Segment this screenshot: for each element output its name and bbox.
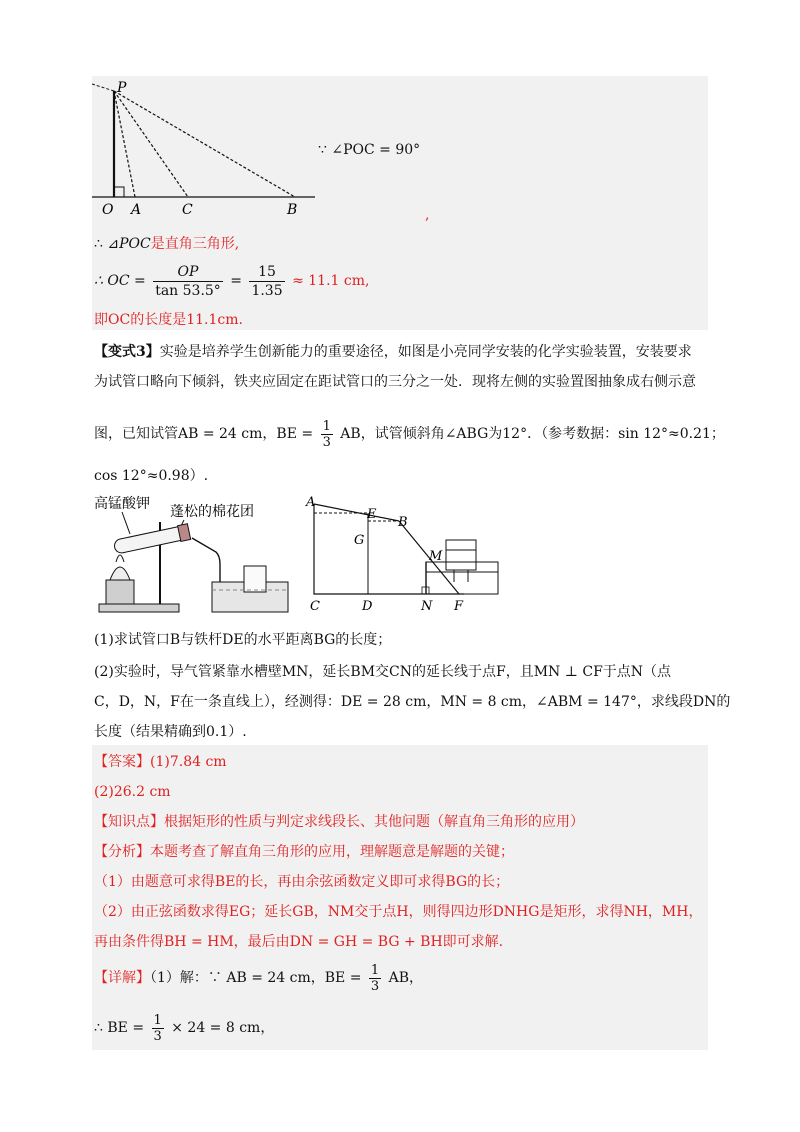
variant-line-3: 图，已知试管AB = 24 cm，BE = $\frac{1}{3}$ AB，试管倾斜角∠ABG为12°．（参考数据：sin 12°≈0.21； — [94, 418, 725, 450]
schematic-diagram — [304, 494, 514, 616]
question-2-line-3: 长度（结果精确到0.1）. — [94, 724, 247, 740]
sch-label-A: A — [306, 495, 316, 510]
sch-label-D: D — [362, 599, 373, 614]
question-1: (1)求试管口B与铁杆DE的水平距离BG的长度； — [94, 632, 392, 648]
sch-label-B: B — [398, 515, 408, 530]
detail-line-2: ∴ BE = $\frac{1}{3}$ × 24 = 8 cm， — [94, 1012, 275, 1044]
label-C: C — [182, 202, 193, 218]
label-A: A — [131, 202, 142, 218]
variant-line-2: 为试管口略向下倾斜，铁夹应固定在距试管口的三分之一处．现将左侧的实验置图抽象成右侧示意 — [94, 374, 696, 390]
analysis-2: （2）由正弦函数求得EG；延长GB，NM交于点H，则得四边形DNHG是矩形，求得NH，MH， — [94, 904, 703, 920]
variant-line-1: 【变式3】实验是培养学生创新能力的重要途径，如图是小亮同学安装的化学实验装置，安装要求 — [94, 344, 692, 360]
variant-line-4: cos 12°≈0.98）. — [94, 468, 209, 484]
label-O: O — [102, 202, 114, 218]
figure-comma: , — [425, 207, 430, 223]
detail-line-1: 【详解】（1）解：∵ AB = 24 cm，BE = $\frac{1}{3}$ AB， — [94, 962, 424, 994]
answer-line-1: 【答案】(1)7.84 cm — [94, 754, 227, 770]
knowledge-point: 【知识点】根据矩形的性质与判定求线段长、其他问题（解直角三角形的应用） — [94, 814, 584, 830]
sch-label-M: M — [429, 549, 443, 564]
apparatus-label-right: 蓬松的棉花团 — [170, 504, 254, 520]
question-2-line-2: C，D，N，F在一条直线上），经测得：DE = 28 cm，MN = 8 cm，∠ABM = 147°，求线段DN的 — [94, 694, 731, 710]
sch-label-N: N — [421, 599, 433, 614]
solution-line-1: ∴ ⊿POC是直角三角形, — [94, 236, 240, 252]
label-P: P — [117, 80, 127, 96]
given-angle: ∵ ∠POC = 90° — [318, 142, 421, 158]
apparatus-label-left: 高锰酸钾 — [94, 496, 150, 512]
answer-line-2: (2)26.2 cm — [94, 784, 171, 800]
analysis-1: （1）由题意可求得BE的长，再由余弦函数定义即可求得BG的长； — [94, 874, 510, 890]
sch-label-G: G — [354, 533, 365, 548]
label-B: B — [287, 202, 298, 218]
sch-label-C: C — [310, 599, 320, 614]
answer-block — [92, 745, 708, 1050]
analysis-3: 再由条件得BH = HM，最后由DN = GH = BG + BH即可求解. — [94, 934, 504, 950]
chem-apparatus-illustration — [94, 492, 294, 617]
sch-label-F: F — [454, 599, 464, 614]
solution-line-3: 即OC的长度是11.1cm. — [94, 312, 243, 328]
solution-line-2: ∴ OC = $\frac{OP}{\tan 53.5^\circ}$ = $\frac{15}{1.35}$ ≈ 11.1 cm, — [94, 263, 370, 299]
sch-label-E: E — [367, 507, 377, 522]
top-geometry-figure — [92, 76, 332, 226]
question-2-line-1: (2)实验时，导气管紧靠水槽壁MN，延长BM交CN的延长线于点F，且MN ⊥ CF于点N（点 — [94, 664, 672, 680]
analysis-intro: 【分析】本题考查了解直角三角形的应用，理解题意是解题的关键； — [94, 844, 514, 860]
